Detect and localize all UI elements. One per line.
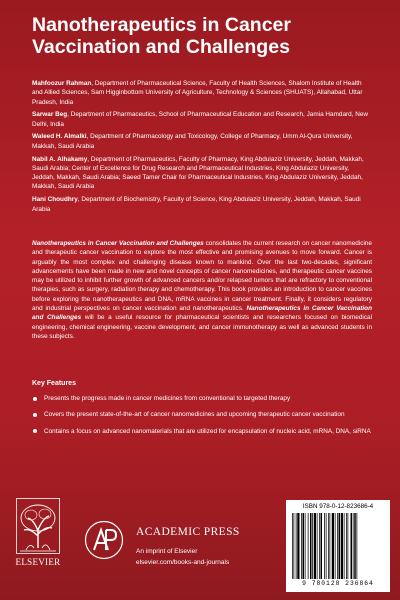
key-feature-item [32,427,372,436]
author-entry [32,195,372,214]
author-affiliation: , Department of Pharmaceutical Science, Faculty of Health Sciences, Shalom Institute of Health and Allied Sciences, Sam Higginbottom University of Agriculture, Technology & Sciences (SHUATS), Allahabad, Uttar Pradesh, India [32,80,363,106]
author-name: Hani Choudhry [32,196,78,204]
author-list [32,79,372,217]
key-feature-item [32,394,372,403]
description-text: will be a useful resource for pharmaceutical scientists and researchers focused on biomedical engineering, chemical engineering, vaccine development, and cancer immunotherapy as well as advanced students in these subjects. [32,314,372,340]
description-book-title: Nanotherapeutics in Cancer Vaccination and Challenges [32,305,372,322]
author-affiliation: , Department of Pharmacology and Toxicology, College of Pharmacy, Umm Al-Qura University, Makkah, Saudi Arabia [32,133,353,150]
author-entry [32,155,372,192]
author-name: Sarwar Beg [32,111,68,119]
bullet-icon [33,429,37,433]
bullet-icon [33,397,37,401]
elsevier-wordmark: ELSEVIER [15,557,61,567]
academic-press-name: ACADEMIC PRESS [136,526,240,538]
barcode-number: 9 780128 236864 [302,580,374,587]
key-feature-text: Contains a focus on advanced nanomaterials that are utilized for encapsulation of nucleic acid, mRNA, DNA, siRNA [44,427,371,435]
key-features-heading: Key Features [32,380,76,387]
author-name: Nabil A. Alhakamy [32,155,88,163]
author-entry [32,110,372,129]
key-feature-text: Covers the present state-of-the-art of cancer nanomedicines and upcoming therapeutic cancer vaccination [44,411,345,419]
description-text: consolidates the current research on cancer nanomedicine and therapeutic cancer vaccination to explore the most effective and promising avenues to move forward. Cancer is arguably the most complex and challenging disease known to mankind. Over the last two-decades, significant advancements have been made in new and novel concepts of cancer nanomedicines, and therapeutic cancer vaccines may be utilized to inhibit further growth of advanced cancers and/or relapsed tumors that are refractory to conventional therapies, such as surgery, radiation therapy and chemotherapy. This book provides an introduction to cancer vaccines before exploring the nanotherapeutics and DNA, mRNA vaccines in cancer treatment. Finally, it considers regulatory and industrial perspectives on cancer vaccination and nanotherapeutics. [32,240,372,313]
author-name: Waleed H. Almalki [32,133,87,141]
author-name: Mahfoozur Rahman [32,80,92,87]
barcode-icon [290,513,386,579]
author-entry [32,132,372,151]
key-features-list [32,394,372,443]
key-feature-text: Presents the progress made in cancer medicines from conventional to targeted therapy [44,395,291,402]
book-title: Nanotherapeutics in Cancer Vaccination and Challenges [32,14,291,58]
book-description [32,239,372,341]
academic-press-logo-icon [84,520,124,560]
key-feature-item [32,410,372,419]
author-affiliation: , Department of Pharmaceutics, Faculty of Pharmacy, King Abdulaziz University, Jeddah, Makkah, Saudi Arabia; Center of Excellence for Drug Research and Pharmaceutical Industries, King Abdulaziz University, Jeddah, Makkah, Saudi Arabia; Saeed Tamer Chair for Pharmaceutical Industries, King Abdulaziz University, Jeddah, Makkah, Saudi Arabia [32,155,364,191]
author-affiliation: , Department of Biochemistry, Faculty of Science, King Abdulaziz University, Jeddah, Makkah, Saudi Arabia [32,196,361,213]
isbn-label: ISBN 978-0-12-823686-4 [302,503,374,510]
imprint-line: An imprint of Elsevier [136,548,198,555]
isbn-barcode-box [286,500,390,592]
bullet-icon [33,413,37,417]
description-book-title: Nanotherapeutics in Cancer Vaccination and Challenges [32,240,204,247]
elsevier-tree-logo-icon [16,498,60,554]
author-affiliation: , Department of Pharmaceutics, School of Pharmaceutical Education and Research, Jamia Hamdard, New Delhi, India [32,111,369,128]
author-entry [32,79,372,107]
publisher-url[interactable]: elsevier.com/books-and-journals [136,559,230,566]
